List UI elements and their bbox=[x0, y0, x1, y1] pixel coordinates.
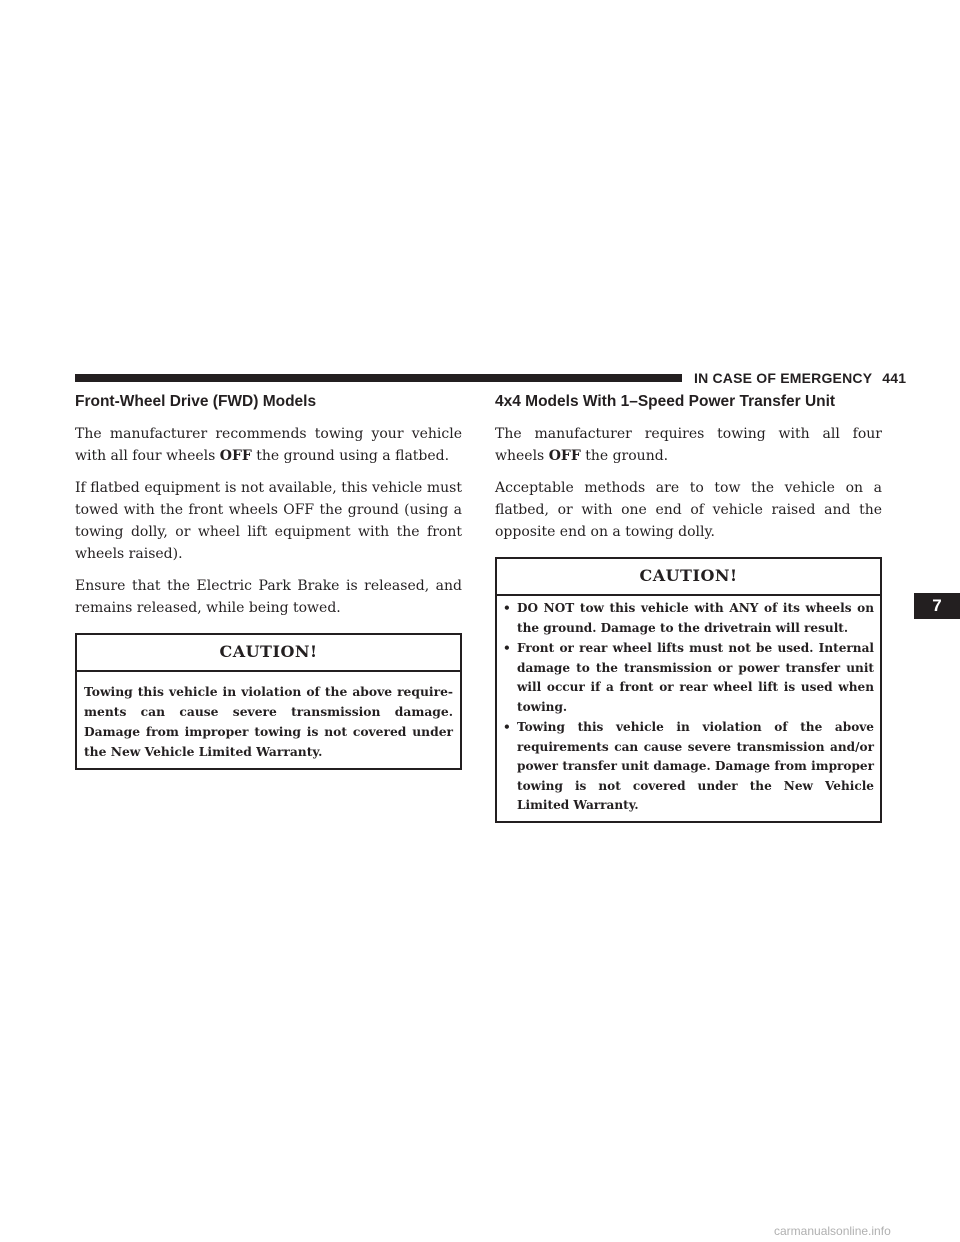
awd-paragraph-1: The manufacturer requires towing with all four wheels OFF the ground. bbox=[495, 426, 882, 464]
awd-heading: 4x4 Models With 1–Speed Power Transfer Unit bbox=[495, 393, 836, 410]
page-number: 441 bbox=[882, 370, 907, 386]
left-column bbox=[75, 391, 462, 770]
watermark: carmanualsonline.info bbox=[774, 1224, 891, 1238]
caution-title: CAUTION! bbox=[77, 635, 460, 672]
awd-caution-box bbox=[495, 557, 882, 823]
fwd-paragraph-1: The manufacturer recommends towing your vehicle with all four wheels OFF the ground using a flatbed. bbox=[75, 426, 462, 464]
caution-list bbox=[497, 596, 880, 821]
bullet-icon: • bbox=[503, 720, 511, 734]
right-column bbox=[495, 391, 882, 823]
fwd-paragraph-2: If flatbed equipment is not available, this vehicle must towed with the front wheels OFF the ground (using a towing dolly, or wheel lift equipment with the front wheels raised). bbox=[75, 480, 462, 562]
fwd-paragraph-3: Ensure that the Electric Park Brake is released, and remains released, while being towed. bbox=[75, 578, 462, 616]
running-header bbox=[694, 369, 907, 387]
caution-item: • Towing this vehicle in violation of the above requirements can cause severe transmission and/or power transfer unit damage. Damage from improper towing is not covered under the New Vehicle Limited Warranty. bbox=[503, 720, 874, 812]
caution-title: CAUTION! bbox=[497, 559, 880, 596]
awd-paragraph-2: Acceptable methods are to tow the vehicle on a flatbed, or with one end of vehicle raised and the opposite end on a towing dolly. bbox=[495, 480, 882, 540]
fwd-heading: Front-Wheel Drive (FWD) Models bbox=[75, 393, 317, 410]
fwd-caution-box bbox=[75, 633, 462, 770]
section-title: IN CASE OF EMERGENCY bbox=[694, 370, 873, 386]
bullet-icon: • bbox=[503, 641, 511, 655]
chapter-tab: 7 bbox=[914, 593, 960, 619]
caution-item: • Front or rear wheel lifts must not be used. Internal damage to the transmission or power transfer unit will occur if a front or rear wheel lift is used when towing. bbox=[503, 641, 874, 714]
caution-text: Towing this vehicle in violation of the above requirements can cause severe transmission damage. Damage from improper towing is not covered under the New Vehicle Limited Warranty. bbox=[84, 684, 453, 759]
header-rule bbox=[75, 374, 682, 382]
bullet-icon: • bbox=[503, 601, 511, 615]
caution-item: • DO NOT tow this vehicle with ANY of its wheels on the ground. Damage to the drivetrain will result. bbox=[503, 601, 874, 635]
